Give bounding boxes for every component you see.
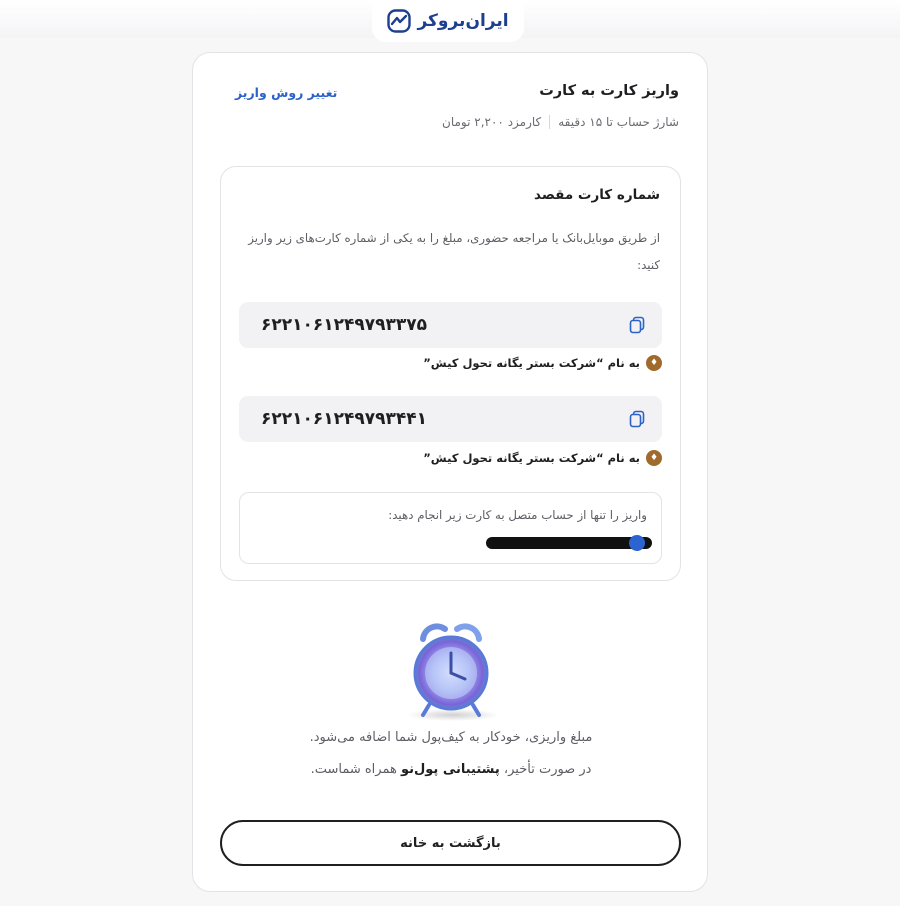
card-number: ۶۲۲۱۰۶۱۲۴۹۷۹۳۴۴۱ <box>261 409 428 429</box>
deposit-card <box>192 52 708 892</box>
bank-logo-icon <box>629 535 645 551</box>
change-deposit-method-link[interactable]: تغییر روش واریز <box>235 85 338 100</box>
card-owner <box>423 450 662 466</box>
alarm-clock-illustration <box>393 615 509 725</box>
charge-time-text: شارژ حساب تا ۱۵ دقیقه <box>558 115 679 129</box>
card-number: ۶۲۲۱۰۶۱۲۴۹۷۹۳۳۷۵ <box>261 315 428 335</box>
back-to-home-button[interactable]: بازگشت به خانه <box>220 820 681 866</box>
copy-icon[interactable] <box>626 408 648 430</box>
fee-text: کارمزد ۲,۲۰۰ تومان <box>442 115 542 129</box>
brand-name: ایران‌بروکر <box>417 11 509 31</box>
linked-card-notice-text: واریز را تنها از حساب متصل به کارت زیر انجام دهید: <box>388 508 647 522</box>
bank-logo-icon: ♦ <box>646 355 662 371</box>
destination-description: از طریق موبایل‌بانک یا مراجعه حضوری، مبلغ را به یکی از شماره کارت‌های زیر واریز کنید: <box>248 231 660 272</box>
auto-credit-info: مبلغ واریزی، خودکار به کیف‌پول شما اضافه می‌شود. <box>309 730 593 745</box>
card-owner <box>423 355 662 371</box>
card-owner-text: به نام “شرکت بستر یگانه تحول کیش” <box>423 451 640 465</box>
destination-title: شماره کارت مقصد <box>534 187 660 203</box>
redacted-card-number <box>486 537 652 549</box>
support-info <box>193 762 709 777</box>
trend-chart-logo-icon <box>387 9 411 33</box>
copy-icon[interactable] <box>626 314 648 336</box>
card-number-row <box>239 302 662 348</box>
page-title: واریز کارت به کارت <box>539 83 679 99</box>
support-name: پشتیبانی پول‌نو <box>400 762 500 777</box>
card-owner-text: به نام “شرکت بستر یگانه تحول کیش” <box>423 356 640 370</box>
support-info-suffix: همراه شماست. <box>310 762 401 777</box>
card-number-row <box>239 396 662 442</box>
destination-card-panel <box>220 166 681 581</box>
linked-card-notice <box>239 492 662 564</box>
meta-divider <box>549 115 550 129</box>
deposit-meta <box>442 115 679 129</box>
bank-logo-icon: ♦ <box>646 450 662 466</box>
support-info-prefix: در صورت تأخیر، <box>499 762 592 777</box>
brand-logo[interactable] <box>372 0 524 42</box>
